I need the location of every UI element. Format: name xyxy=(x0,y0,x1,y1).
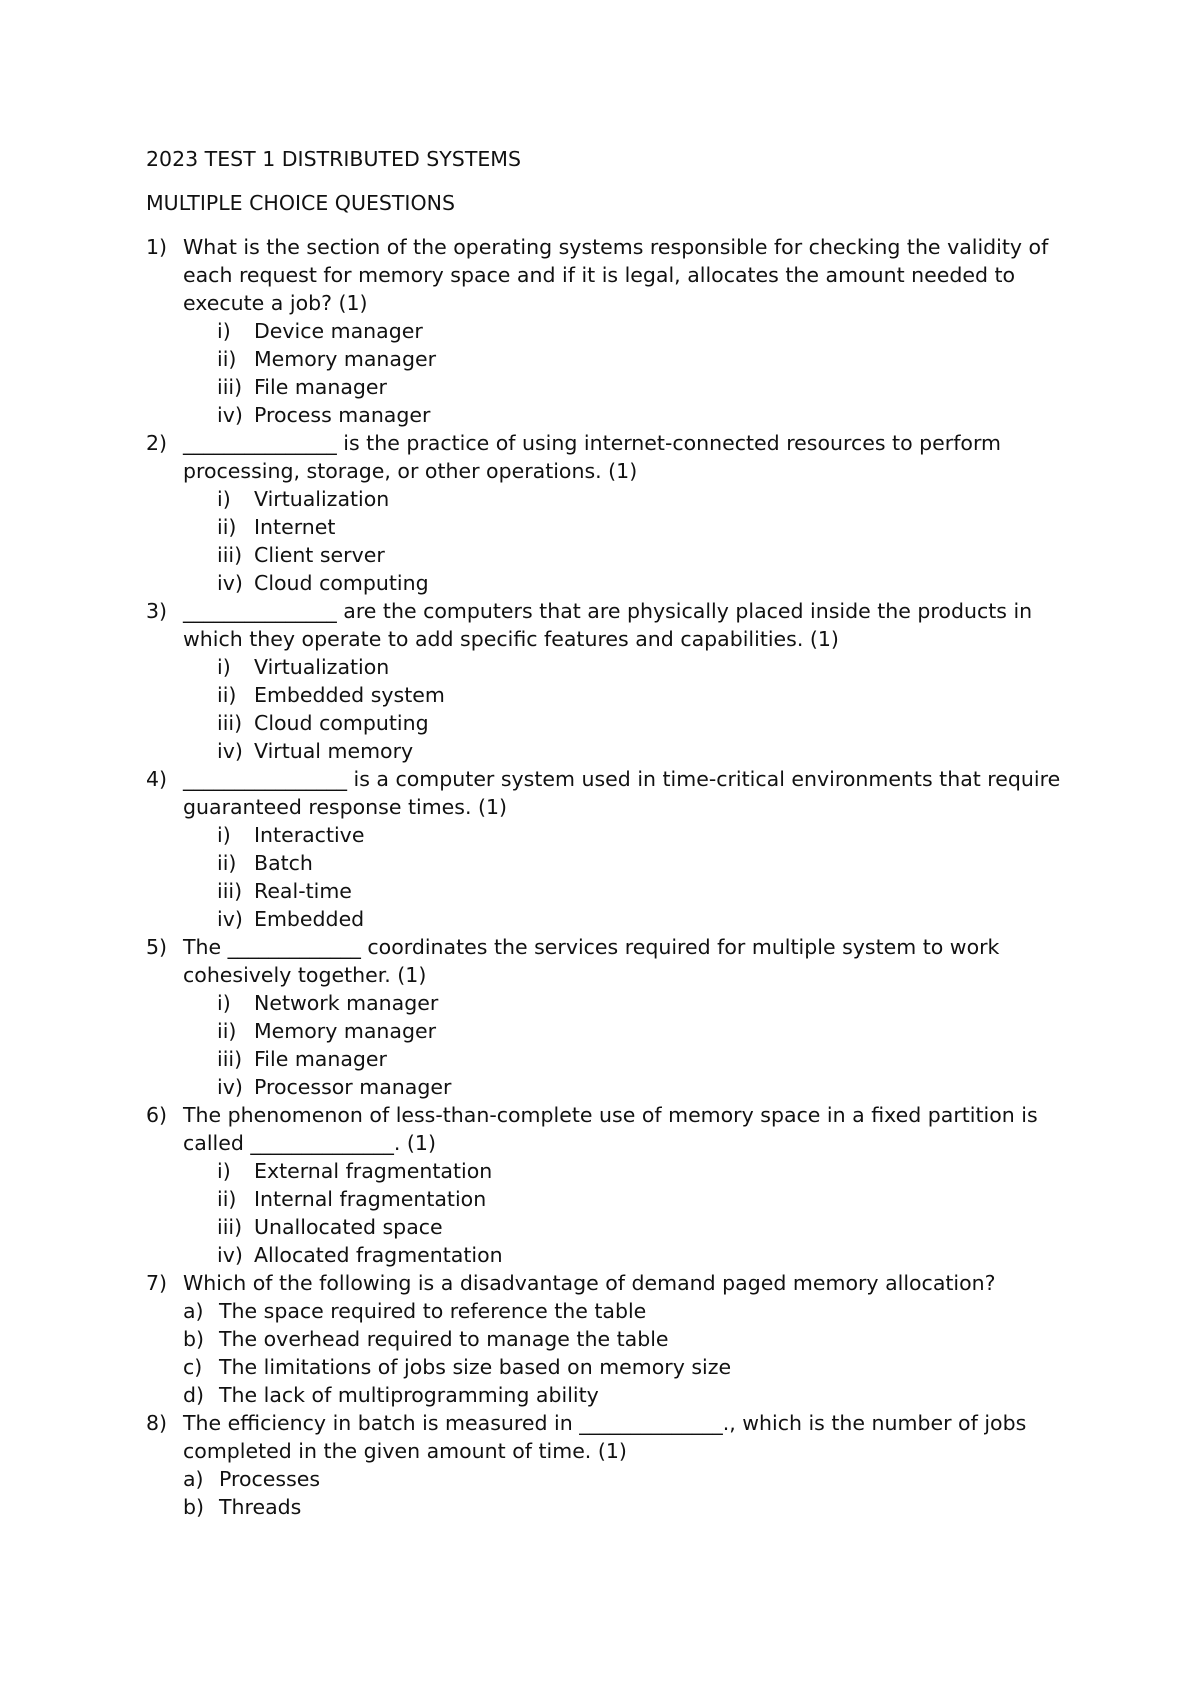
option-text: Memory manager xyxy=(254,347,437,371)
option-item xyxy=(183,877,1066,905)
question-3 xyxy=(146,597,1066,765)
option-text: Embedded system xyxy=(254,683,445,707)
option-label: a) xyxy=(183,1299,204,1323)
question-text: Which of the following is a disadvantage of demand paged memory allocation? xyxy=(183,1271,996,1295)
option-text: Device manager xyxy=(254,319,423,343)
question-number: 2) xyxy=(146,431,168,455)
question-body xyxy=(183,429,1066,597)
option-item xyxy=(183,653,1066,681)
option-text: Threads xyxy=(219,1495,302,1519)
question-number: 6) xyxy=(146,1103,168,1127)
option-label: iii) xyxy=(217,1047,243,1071)
option-item xyxy=(183,513,1066,541)
question-number: 1) xyxy=(146,235,168,259)
option-text: Virtual memory xyxy=(254,739,414,763)
question-body xyxy=(183,233,1066,429)
option-item xyxy=(183,737,1066,765)
option-text: Network manager xyxy=(254,991,439,1015)
option-text: Internal fragmentation xyxy=(254,1187,487,1211)
question-text: ________________ is a computer system used in time-critical environments that require guaranteed response times. (1) xyxy=(183,767,1061,819)
question-number: 4) xyxy=(146,767,168,791)
option-item xyxy=(183,1381,1066,1409)
option-label: i) xyxy=(217,991,231,1015)
option-item xyxy=(183,1213,1066,1241)
option-text: The overhead required to manage the table xyxy=(219,1327,669,1351)
option-text: Real-time xyxy=(254,879,352,903)
question-4 xyxy=(146,765,1066,933)
option-label: iii) xyxy=(217,543,243,567)
option-text: External fragmentation xyxy=(254,1159,493,1183)
question-text: _______________ are the computers that are physically placed inside the products in which they operate to add specific features and capabilities. (1) xyxy=(183,599,1033,651)
question-1 xyxy=(146,233,1066,429)
option-label: ii) xyxy=(217,515,237,539)
option-label: iii) xyxy=(217,879,243,903)
question-body xyxy=(183,933,1066,1101)
option-label: ii) xyxy=(217,851,237,875)
option-label: ii) xyxy=(217,683,237,707)
option-text: Processes xyxy=(219,1467,321,1491)
option-text: Memory manager xyxy=(254,1019,437,1043)
option-label: i) xyxy=(217,487,231,511)
option-item xyxy=(183,849,1066,877)
section-title: MULTIPLE CHOICE QUESTIONS xyxy=(146,191,455,215)
option-text: Process manager xyxy=(254,403,431,427)
option-text: Virtualization xyxy=(254,487,390,511)
option-text: Unallocated space xyxy=(254,1215,443,1239)
question-body xyxy=(183,1409,1066,1521)
question-6 xyxy=(146,1101,1066,1269)
option-label: iv) xyxy=(217,1243,243,1267)
option-item xyxy=(183,541,1066,569)
question-body xyxy=(183,1269,1066,1409)
question-7 xyxy=(146,1269,1066,1409)
option-item xyxy=(183,709,1066,737)
question-body xyxy=(183,1101,1066,1269)
option-label: iii) xyxy=(217,1215,243,1239)
option-item xyxy=(183,345,1066,373)
question-5 xyxy=(146,933,1066,1101)
option-label: a) xyxy=(183,1467,204,1491)
option-item xyxy=(183,1353,1066,1381)
document-content xyxy=(146,145,1066,1521)
option-text: The space required to reference the table xyxy=(219,1299,647,1323)
option-item xyxy=(183,373,1066,401)
option-label: iii) xyxy=(217,375,243,399)
option-list xyxy=(183,317,1066,429)
question-number: 7) xyxy=(146,1271,168,1295)
option-list xyxy=(183,1465,1066,1521)
option-label: iv) xyxy=(217,403,243,427)
question-number: 8) xyxy=(146,1411,168,1435)
option-text: Virtualization xyxy=(254,655,390,679)
option-item xyxy=(183,401,1066,429)
option-item xyxy=(183,1493,1066,1521)
option-text: Allocated fragmentation xyxy=(254,1243,503,1267)
document-title: 2023 TEST 1 DISTRIBUTED SYSTEMS xyxy=(146,147,521,171)
question-2 xyxy=(146,429,1066,597)
option-text: Client server xyxy=(254,543,385,567)
option-text: File manager xyxy=(254,375,387,399)
option-label: i) xyxy=(217,655,231,679)
question-text: What is the section of the operating systems responsible for checking the validity of each request for memory space and if it is legal, allocates the amount needed to execute a job? (1) xyxy=(183,235,1049,315)
option-label: iii) xyxy=(217,711,243,735)
option-list xyxy=(183,1297,1066,1409)
option-item xyxy=(183,569,1066,597)
option-label: ii) xyxy=(217,1019,237,1043)
question-body xyxy=(183,597,1066,765)
option-list xyxy=(183,485,1066,597)
option-item xyxy=(183,1325,1066,1353)
option-label: b) xyxy=(183,1495,205,1519)
option-label: iv) xyxy=(217,571,243,595)
option-text: File manager xyxy=(254,1047,387,1071)
option-list xyxy=(183,653,1066,765)
option-label: c) xyxy=(183,1355,203,1379)
option-label: ii) xyxy=(217,1187,237,1211)
option-text: Cloud computing xyxy=(254,711,429,735)
option-text: Cloud computing xyxy=(254,571,429,595)
option-list xyxy=(183,989,1066,1101)
option-label: i) xyxy=(217,1159,231,1183)
option-label: iv) xyxy=(217,907,243,931)
option-label: ii) xyxy=(217,347,237,371)
option-label: d) xyxy=(183,1383,205,1407)
option-item xyxy=(183,1241,1066,1269)
option-list xyxy=(183,1157,1066,1269)
option-item xyxy=(183,1073,1066,1101)
option-item xyxy=(183,989,1066,1017)
option-label: iv) xyxy=(217,1075,243,1099)
question-text: The _____________ coordinates the services required for multiple system to work cohesively together. (1) xyxy=(183,935,1000,987)
option-item xyxy=(183,1157,1066,1185)
option-text: The lack of multiprogramming ability xyxy=(219,1383,599,1407)
option-item xyxy=(183,681,1066,709)
option-text: Batch xyxy=(254,851,313,875)
option-label: i) xyxy=(217,319,231,343)
option-label: b) xyxy=(183,1327,205,1351)
option-item xyxy=(183,317,1066,345)
option-item xyxy=(183,905,1066,933)
option-item xyxy=(183,1185,1066,1213)
question-text: _______________ is the practice of using internet-connected resources to perform processing, storage, or other operations. (1) xyxy=(183,431,1002,483)
option-text: Processor manager xyxy=(254,1075,452,1099)
question-number: 3) xyxy=(146,599,168,623)
option-item xyxy=(183,1045,1066,1073)
question-8 xyxy=(146,1409,1066,1521)
option-item xyxy=(183,821,1066,849)
option-text: Internet xyxy=(254,515,336,539)
option-label: iv) xyxy=(217,739,243,763)
question-text: The phenomenon of less-than-complete use of memory space in a fixed partition is called ______________. (1) xyxy=(183,1103,1038,1155)
option-item xyxy=(183,1465,1066,1493)
option-text: The limitations of jobs size based on memory size xyxy=(219,1355,732,1379)
option-label: i) xyxy=(217,823,231,847)
option-text: Interactive xyxy=(254,823,365,847)
option-item xyxy=(183,1297,1066,1325)
question-number: 5) xyxy=(146,935,168,959)
option-item xyxy=(183,1017,1066,1045)
option-item xyxy=(183,485,1066,513)
question-body xyxy=(183,765,1066,933)
question-text: The efficiency in batch is measured in ______________., which is the number of jobs completed in the given amount of time. (1) xyxy=(183,1411,1027,1463)
option-text: Embedded xyxy=(254,907,365,931)
option-list xyxy=(183,821,1066,933)
